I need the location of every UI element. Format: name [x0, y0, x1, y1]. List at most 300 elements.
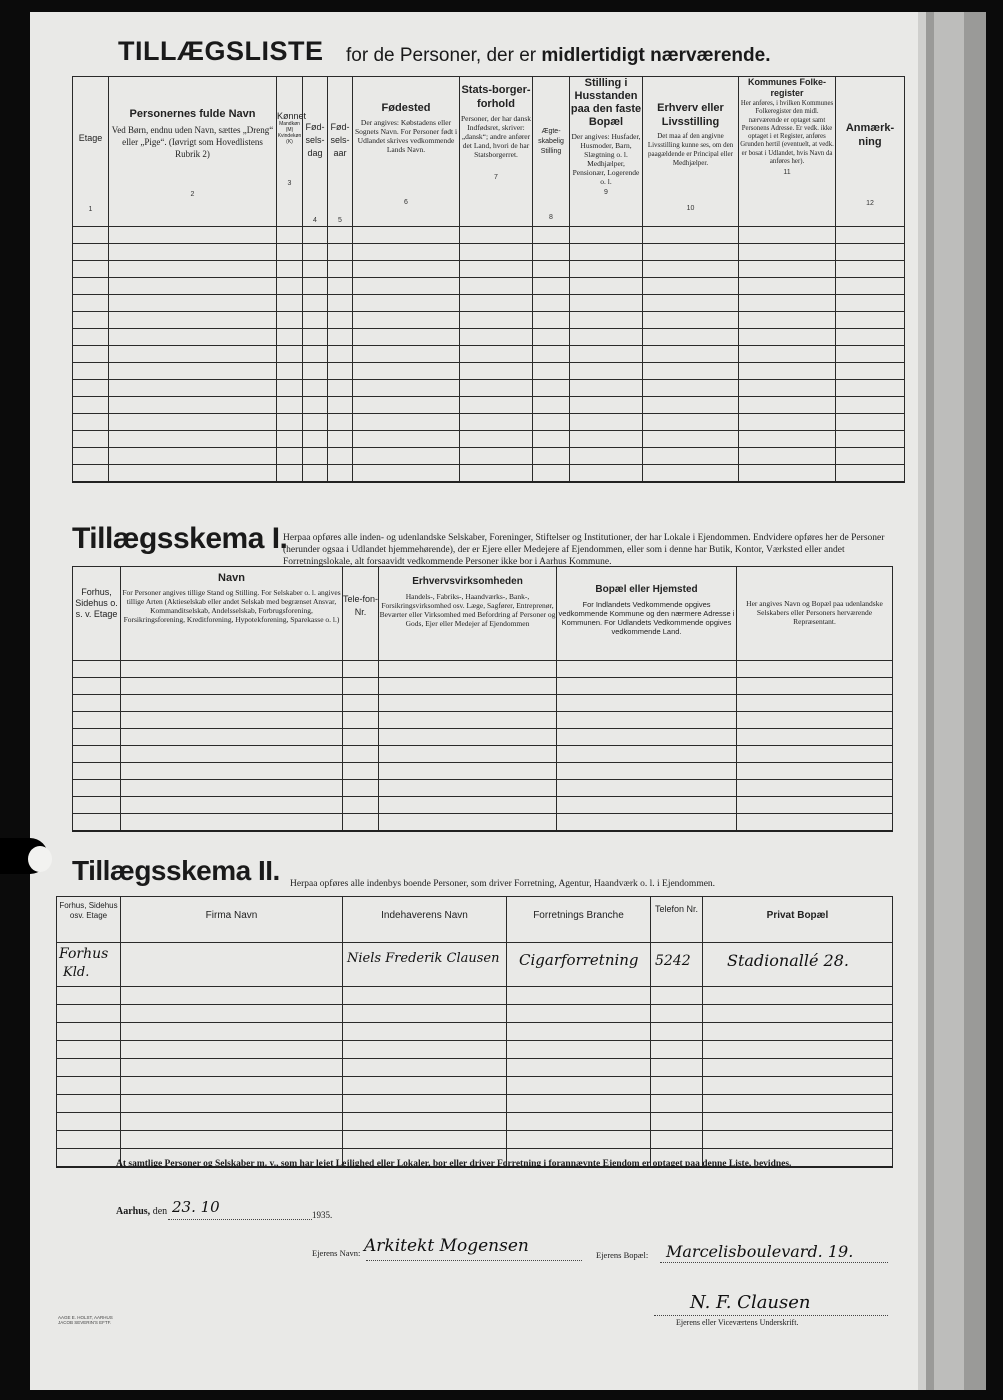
- blank-cell: [328, 329, 353, 346]
- entry-indehaver-cell: [343, 943, 507, 987]
- blank-cell: [303, 312, 328, 329]
- blank-cell: [643, 295, 739, 312]
- blank-cell: [121, 797, 343, 814]
- owner-name-label: Ejerens Navn:: [312, 1248, 361, 1258]
- footer-year: 1935.: [312, 1210, 333, 1220]
- blank-cell: [109, 397, 277, 414]
- blank-cell: [277, 380, 303, 397]
- blank-cell: [379, 729, 557, 746]
- blank-cell: [570, 312, 643, 329]
- col-desc: Her angives Navn og Bopæl paa udenlandske Selskabers eller Personers herværende Repræsentant.: [746, 599, 883, 626]
- col-foedselsaar: [328, 77, 353, 227]
- list-blank-row: [73, 465, 905, 482]
- blank-cell: [109, 414, 277, 431]
- blank-cell: [328, 295, 353, 312]
- skema2-blank-row: [57, 1041, 893, 1059]
- blank-cell: [121, 1113, 343, 1131]
- blank-cell: [379, 712, 557, 729]
- s2-col-privat-bopael: Privat Bopæl: [703, 897, 893, 943]
- back-sheet-inner: [934, 12, 964, 1390]
- blank-cell: [303, 346, 328, 363]
- blank-cell: [303, 414, 328, 431]
- blank-cell: [73, 329, 109, 346]
- blank-cell: [460, 278, 533, 295]
- blank-cell: [643, 465, 739, 482]
- skema1-blank-row: [73, 678, 893, 695]
- blank-cell: [703, 1095, 893, 1113]
- blank-cell: [379, 763, 557, 780]
- blank-cell: [643, 431, 739, 448]
- col-heading: Tele-fon-Nr.: [343, 594, 379, 617]
- blank-cell: [836, 278, 905, 295]
- blank-cell: [277, 397, 303, 414]
- blank-cell: [460, 295, 533, 312]
- blank-cell: [836, 244, 905, 261]
- blank-cell: [570, 465, 643, 482]
- col-heading: Personernes fulde Navn: [129, 108, 256, 120]
- blank-cell: [121, 814, 343, 831]
- skema2-blank-row: [57, 1113, 893, 1131]
- blank-cell: [739, 244, 836, 261]
- skema2-blank-row: [57, 1095, 893, 1113]
- s1-col-bopael: [557, 567, 737, 661]
- list-blank-row: [73, 448, 905, 465]
- blank-cell: [73, 678, 121, 695]
- col-anmaerkning: [836, 77, 905, 227]
- col-stilling: [570, 77, 643, 227]
- list-blank-row: [73, 244, 905, 261]
- blank-cell: [460, 261, 533, 278]
- blank-cell: [739, 363, 836, 380]
- blank-cell: [303, 431, 328, 448]
- signature: N. F. Clausen: [690, 1292, 811, 1313]
- owner-name: Arkitekt Mogensen: [364, 1236, 529, 1256]
- list-blank-row: [73, 346, 905, 363]
- blank-cell: [739, 465, 836, 482]
- blank-cell: [109, 312, 277, 329]
- blank-cell: [303, 261, 328, 278]
- skema2-entry-row: [57, 943, 893, 987]
- blank-cell: [303, 397, 328, 414]
- blank-cell: [739, 346, 836, 363]
- blank-cell: [121, 746, 343, 763]
- col-desc: Der angives: Købstadens eller Sognets Navn. For Personer født i Udlandet skrives vedkommende Lands Navn.: [354, 118, 458, 154]
- blank-cell: [379, 780, 557, 797]
- entry-bopael-cell: [703, 943, 893, 987]
- blank-cell: [507, 1131, 651, 1149]
- list-subtitle-plain: for de Personer, der er: [346, 45, 537, 66]
- skema1-blank-row: [73, 661, 893, 678]
- blank-cell: [379, 678, 557, 695]
- col-desc: For Indlandets Vedkommende opgives vedkommende Kommune og den nærmere Adresse i Kommunen. For Udlandets Vedkommende opgives vedkommende Land.: [558, 600, 735, 636]
- s2-col-branche: Forretnings Branche: [507, 897, 651, 943]
- col-number: 11: [783, 169, 791, 177]
- blank-cell: [73, 414, 109, 431]
- blank-cell: [570, 329, 643, 346]
- blank-cell: [109, 448, 277, 465]
- blank-cell: [507, 1059, 651, 1077]
- col-number: 1: [88, 206, 93, 213]
- blank-cell: [343, 729, 379, 746]
- blank-cell: [460, 329, 533, 346]
- blank-cell: [739, 261, 836, 278]
- blank-cell: [328, 227, 353, 244]
- footer-date-written: 23. 10: [172, 1198, 220, 1216]
- entry-branche-cell: [507, 943, 651, 987]
- signature-label: Ejerens eller Viceværtens Underskrift.: [676, 1318, 799, 1327]
- entry-firma: [121, 943, 343, 987]
- blank-cell: [533, 380, 570, 397]
- skema2-table: [56, 896, 893, 1168]
- blank-cell: [121, 1131, 343, 1149]
- blank-cell: [570, 295, 643, 312]
- blank-cell: [739, 397, 836, 414]
- blank-cell: [353, 346, 460, 363]
- blank-cell: [643, 414, 739, 431]
- blank-cell: [73, 746, 121, 763]
- blank-cell: [570, 227, 643, 244]
- blank-cell: [353, 465, 460, 482]
- blank-cell: [533, 227, 570, 244]
- blank-cell: [303, 244, 328, 261]
- s1-col-repraesentant: [737, 567, 893, 661]
- blank-cell: [507, 1077, 651, 1095]
- blank-cell: [57, 1005, 121, 1023]
- blank-cell: [739, 448, 836, 465]
- blank-cell: [109, 363, 277, 380]
- col-heading: Stats-borger-forhold: [461, 84, 531, 110]
- col-aegteskab: [533, 77, 570, 227]
- blank-cell: [121, 695, 343, 712]
- entry-etage: [57, 943, 121, 987]
- blank-cell: [737, 712, 893, 729]
- col-heading: Anmærk-ning: [845, 122, 895, 148]
- blank-cell: [277, 431, 303, 448]
- blank-cell: [379, 746, 557, 763]
- date-underline: [168, 1219, 312, 1220]
- printer-imprint: AAGE E. HOLST, AARHUS JACOB SEVERIN'S EFTF.: [58, 1315, 113, 1325]
- blank-cell: [739, 380, 836, 397]
- col-koennet: [277, 77, 307, 227]
- skema2-blank-row: [57, 1077, 893, 1095]
- blank-cell: [121, 763, 343, 780]
- blank-cell: [570, 278, 643, 295]
- skema2-blank-row: [57, 987, 893, 1005]
- blank-cell: [379, 661, 557, 678]
- blank-cell: [703, 1113, 893, 1131]
- blank-cell: [343, 1131, 507, 1149]
- blank-cell: [57, 1131, 121, 1149]
- col-heading: Ægte-skabelig Stilling: [538, 128, 564, 155]
- footer-statement: [116, 1158, 888, 1170]
- blank-cell: [379, 695, 557, 712]
- blank-cell: [533, 278, 570, 295]
- skema1-blank-row: [73, 797, 893, 814]
- col-desc: Ved Børn, endnu uden Navn, sættes „Dreng“ eller „Pige“. (Iøvrigt som Hovedlistens Rubrik 2): [111, 125, 274, 159]
- blank-cell: [533, 244, 570, 261]
- s2-col-indehaver: Indehaverens Navn: [343, 897, 507, 943]
- blank-cell: [343, 797, 379, 814]
- col-number: 5: [338, 217, 342, 224]
- list-blank-row: [73, 414, 905, 431]
- blank-cell: [533, 261, 570, 278]
- blank-cell: [353, 448, 460, 465]
- blank-cell: [121, 1095, 343, 1113]
- col-desc: Personer, der har dansk Indfødsret, skriver: „dansk“; andre anfører det Land, hvori de har Statsborgerret.: [460, 114, 532, 159]
- blank-cell: [739, 227, 836, 244]
- col-fulde-navn: [109, 77, 277, 227]
- blank-cell: [57, 1059, 121, 1077]
- blank-cell: [73, 797, 121, 814]
- blank-cell: [343, 987, 507, 1005]
- blank-cell: [557, 814, 737, 831]
- skema1-header-row: [73, 567, 893, 661]
- blank-cell: [643, 363, 739, 380]
- list-blank-row: [73, 312, 905, 329]
- col-number: 3: [287, 180, 292, 187]
- blank-cell: [739, 414, 836, 431]
- col-heading: Fød-sels-aar: [330, 122, 350, 158]
- blank-cell: [57, 987, 121, 1005]
- skema1-blank-row: [73, 746, 893, 763]
- blank-cell: [557, 678, 737, 695]
- footer-statement-text: At samtlige Personer og Selskaber m. v., som har lejet Lejlighed eller Lokaler, bor eller driver Forretning i forannævnte Ejendom er optaget paa denne Liste, bevidnes.: [116, 1159, 792, 1169]
- blank-cell: [303, 448, 328, 465]
- blank-cell: [343, 1077, 507, 1095]
- blank-cell: [73, 312, 109, 329]
- col-heading: Navn: [218, 572, 245, 584]
- blank-cell: [836, 465, 905, 482]
- col-heading: Kønnet: [277, 111, 307, 121]
- col-erhverv: [643, 77, 739, 227]
- list-subtitle-bold: midlertidigt nærværende.: [541, 45, 771, 66]
- entry-telefon-cell: [651, 943, 703, 987]
- blank-cell: [739, 329, 836, 346]
- blank-cell: [73, 431, 109, 448]
- footer-date-line: [116, 1206, 167, 1217]
- blank-cell: [557, 712, 737, 729]
- col-heading: Bopæl eller Hjemsted: [595, 584, 698, 595]
- blank-cell: [109, 295, 277, 312]
- blank-cell: [651, 1005, 703, 1023]
- skema2-title: Tillægsskema II.: [72, 855, 280, 886]
- blank-cell: [507, 987, 651, 1005]
- blank-cell: [73, 780, 121, 797]
- blank-cell: [303, 329, 328, 346]
- blank-cell: [460, 227, 533, 244]
- skema1-blank-row: [73, 763, 893, 780]
- blank-cell: [533, 465, 570, 482]
- blank-cell: [533, 431, 570, 448]
- blank-cell: [557, 661, 737, 678]
- blank-cell: [533, 312, 570, 329]
- blank-cell: [121, 661, 343, 678]
- blank-cell: [651, 1077, 703, 1095]
- blank-cell: [121, 1059, 343, 1077]
- blank-cell: [109, 329, 277, 346]
- blank-cell: [277, 295, 303, 312]
- blank-cell: [703, 1131, 893, 1149]
- list-blank-row: [73, 278, 905, 295]
- blank-cell: [121, 780, 343, 797]
- blank-cell: [703, 1023, 893, 1041]
- blank-cell: [643, 278, 739, 295]
- blank-cell: [353, 312, 460, 329]
- blank-cell: [570, 397, 643, 414]
- blank-cell: [73, 244, 109, 261]
- blank-cell: [109, 261, 277, 278]
- blank-cell: [73, 363, 109, 380]
- col-desc: For Personer angives tillige Stand og Stilling. For Selskaber o. l. angives tillige Arten (Aktieselskab eller andet Selskab med begrænset Ansvar, Kommanditselskab, Andelsselskab, Forbrugsforening, Forsikringsforening, Kreditforening, Hypotekforening, Sparekasse o. l.): [122, 588, 341, 624]
- blank-cell: [737, 678, 893, 695]
- skema2-blank-row: [57, 1023, 893, 1041]
- blank-cell: [379, 797, 557, 814]
- blank-cell: [343, 1059, 507, 1077]
- col-number: 10: [686, 205, 695, 212]
- blank-cell: [121, 987, 343, 1005]
- blank-cell: [836, 329, 905, 346]
- blank-cell: [303, 227, 328, 244]
- blank-cell: [557, 695, 737, 712]
- blank-cell: [73, 295, 109, 312]
- blank-cell: [533, 329, 570, 346]
- blank-cell: [303, 363, 328, 380]
- blank-cell: [277, 227, 303, 244]
- col-number: 12: [866, 200, 874, 207]
- blank-cell: [703, 1005, 893, 1023]
- blank-cell: [703, 1059, 893, 1077]
- skema1-blank-row: [73, 780, 893, 797]
- blank-cell: [277, 312, 303, 329]
- blank-cell: [737, 797, 893, 814]
- blank-cell: [703, 1077, 893, 1095]
- blank-cell: [328, 380, 353, 397]
- blank-cell: [651, 1113, 703, 1131]
- col-desc: Mandkøn (M) Kvindekøn (K): [277, 121, 302, 145]
- blank-cell: [737, 763, 893, 780]
- blank-cell: [533, 295, 570, 312]
- blank-cell: [570, 414, 643, 431]
- blank-cell: [328, 261, 353, 278]
- blank-cell: [57, 1113, 121, 1131]
- blank-cell: [836, 227, 905, 244]
- blank-cell: [737, 661, 893, 678]
- skema1-title: Tillægsskema I.: [72, 522, 288, 555]
- list-header-row: [73, 77, 905, 227]
- blank-cell: [836, 261, 905, 278]
- blank-cell: [73, 380, 109, 397]
- blank-cell: [570, 431, 643, 448]
- blank-cell: [328, 312, 353, 329]
- blank-cell: [73, 261, 109, 278]
- col-heading: Erhverv eller Livsstilling: [657, 102, 724, 128]
- col-number: 6: [404, 199, 408, 206]
- skema2-blank-row: [57, 1059, 893, 1077]
- blank-cell: [328, 465, 353, 482]
- blank-cell: [557, 780, 737, 797]
- blank-cell: [109, 380, 277, 397]
- blank-cell: [343, 1005, 507, 1023]
- footer-den-label: den: [152, 1206, 168, 1217]
- blank-cell: [557, 763, 737, 780]
- blank-cell: [507, 1005, 651, 1023]
- blank-cell: [739, 278, 836, 295]
- blank-cell: [651, 1095, 703, 1113]
- blank-cell: [507, 1095, 651, 1113]
- skema1-blank-row: [73, 712, 893, 729]
- blank-cell: [460, 448, 533, 465]
- list-blank-row: [73, 227, 905, 244]
- skema1-blank-row: [73, 695, 893, 712]
- blank-cell: [121, 1023, 343, 1041]
- blank-cell: [460, 346, 533, 363]
- col-heading: Kommunes Folke-register: [747, 77, 826, 98]
- entry-indehaver: Niels Frederik Clausen: [347, 951, 500, 966]
- blank-cell: [109, 278, 277, 295]
- blank-cell: [109, 244, 277, 261]
- blank-cell: [73, 661, 121, 678]
- blank-cell: [277, 244, 303, 261]
- blank-cell: [836, 380, 905, 397]
- blank-cell: [643, 261, 739, 278]
- skema1-blank-row: [73, 814, 893, 831]
- col-statsborger: [460, 77, 533, 227]
- col-desc: Handels-, Fabriks-, Haandværks-, Bank-, Forsikringsvirksomhed osv. Læge, Sagfører, Entreprenør, Beværter eller Virksomhed med Befordring af Personer og Gods, Ejer eller Medejer af Ejendommen: [379, 592, 556, 628]
- entry-etage-line2: Kld.: [63, 965, 90, 980]
- blank-cell: [353, 227, 460, 244]
- blank-cell: [460, 244, 533, 261]
- blank-cell: [643, 346, 739, 363]
- list-blank-row: [73, 329, 905, 346]
- col-heading: Etage: [78, 133, 103, 143]
- blank-cell: [57, 1077, 121, 1095]
- blank-cell: [533, 414, 570, 431]
- blank-cell: [557, 729, 737, 746]
- blank-cell: [57, 1023, 121, 1041]
- blank-cell: [57, 1041, 121, 1059]
- list-blank-row: [73, 363, 905, 380]
- blank-cell: [460, 363, 533, 380]
- blank-cell: [328, 244, 353, 261]
- col-desc: Der angives: Husfader, Husmoder, Barn, Slægtning o. l. Medhjælper, Pensionær, Logerende o. l.: [571, 132, 641, 186]
- blank-cell: [836, 346, 905, 363]
- blank-cell: [73, 397, 109, 414]
- blank-cell: [343, 814, 379, 831]
- blank-cell: [836, 295, 905, 312]
- blank-cell: [73, 763, 121, 780]
- blank-cell: [836, 363, 905, 380]
- skema2-description: Herpaa opføres alle indenbys boende Personer, som driver Forretning, Agentur, Haandværk o. l. i Ejendommen.: [290, 879, 716, 889]
- blank-cell: [643, 397, 739, 414]
- blank-cell: [651, 987, 703, 1005]
- blank-cell: [460, 431, 533, 448]
- blank-cell: [507, 1041, 651, 1059]
- col-heading: Fød-sels-dag: [305, 122, 325, 158]
- blank-cell: [343, 1023, 507, 1041]
- blank-cell: [460, 414, 533, 431]
- list-blank-row: [73, 397, 905, 414]
- s1-col-erhvervsvirksomhed: [379, 567, 557, 661]
- blank-cell: [109, 346, 277, 363]
- blank-cell: [328, 397, 353, 414]
- blank-cell: [303, 278, 328, 295]
- skema1-blank-row: [73, 729, 893, 746]
- blank-cell: [737, 814, 893, 831]
- s2-col-firma: Firma Navn: [121, 897, 343, 943]
- col-desc: Her anføres, i hvilken Kommunes Folkeregister den midl. nærværende er optaget samt Personens Adresse. Er vedk. ikke optaget i et Register, anføres Grunden hertil (eventuelt, at vedk. er bosat i Udlandet, hvis Navn da anføres her).: [740, 100, 834, 166]
- blank-cell: [703, 1041, 893, 1059]
- blank-cell: [73, 448, 109, 465]
